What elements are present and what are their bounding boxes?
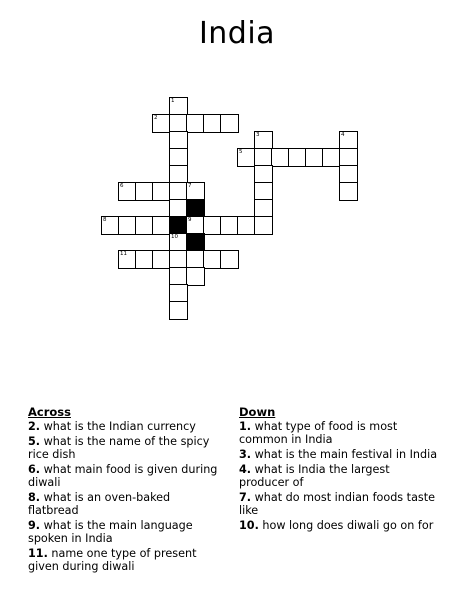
clue-item [28,435,223,461]
clue-number: 10 [171,234,178,240]
down-heading: Down [239,405,276,419]
clue-item-text: what do most indian foods taste like [239,491,436,517]
clue-number: 4 [341,132,345,138]
clue-number: 6 [120,183,124,189]
clue-item-text: name one type of present given during diwali [28,547,197,573]
clue-item [239,463,439,489]
clue-number: 1 [171,98,175,104]
clue-item-number: 1. [239,420,252,433]
clue-item-text: what is India the largest producer of [239,463,390,489]
clue-item-text: what is the name of the spicy rice dish [28,435,210,461]
clue-number: 3 [256,132,260,138]
clue-number: 9 [188,217,192,223]
clue-item-text: what is the main festival in India [251,448,438,461]
clue-item-text: what type of food is most common in India [239,420,398,446]
clue-item-number: 7. [239,491,252,504]
down-clues [239,406,439,534]
clue-item-number: 3. [239,448,252,461]
clue-item [239,519,439,532]
crossword-cell[interactable] [220,114,239,133]
clue-item-number: 6. [28,463,41,476]
clue-item-number: 4. [239,463,252,476]
clue-item-number: 8. [28,491,41,504]
clue-number: 8 [103,217,107,223]
clue-number: 7 [188,183,192,189]
clue-item [28,420,223,433]
clue-item [239,491,439,517]
clue-item-text: what is the main language spoken in India [28,519,193,545]
across-clues [28,406,223,575]
clue-item-text: what is the Indian currency [40,420,196,433]
clue-item-number: 5. [28,435,41,448]
clue-number: 2 [154,115,158,121]
clue-item [28,547,223,573]
clue-item-text: what is an oven-baked flatbread [28,491,171,517]
clue-item-text: what main food is given during diwali [28,463,218,489]
clue-item [28,491,223,517]
crossword-cell[interactable] [339,182,358,201]
clue-item [239,448,439,461]
crossword-cell[interactable] [169,301,188,320]
clue-number: 11 [120,251,127,257]
clue-number: 5 [239,149,243,155]
clue-item-number: 10. [239,519,259,532]
crossword-cell[interactable] [254,216,273,235]
clue-item-text: how long does diwali go on for [258,519,434,532]
page-title: India [198,16,276,51]
clue-item-number: 9. [28,519,41,532]
crossword-cell[interactable] [220,250,239,269]
crossword-cell[interactable] [186,267,205,286]
clue-item [239,420,439,446]
clue-item-number: 11. [28,547,48,560]
clue-item [28,463,223,489]
across-heading: Across [28,405,71,419]
clue-item [28,519,223,545]
clue-item-number: 2. [28,420,41,433]
